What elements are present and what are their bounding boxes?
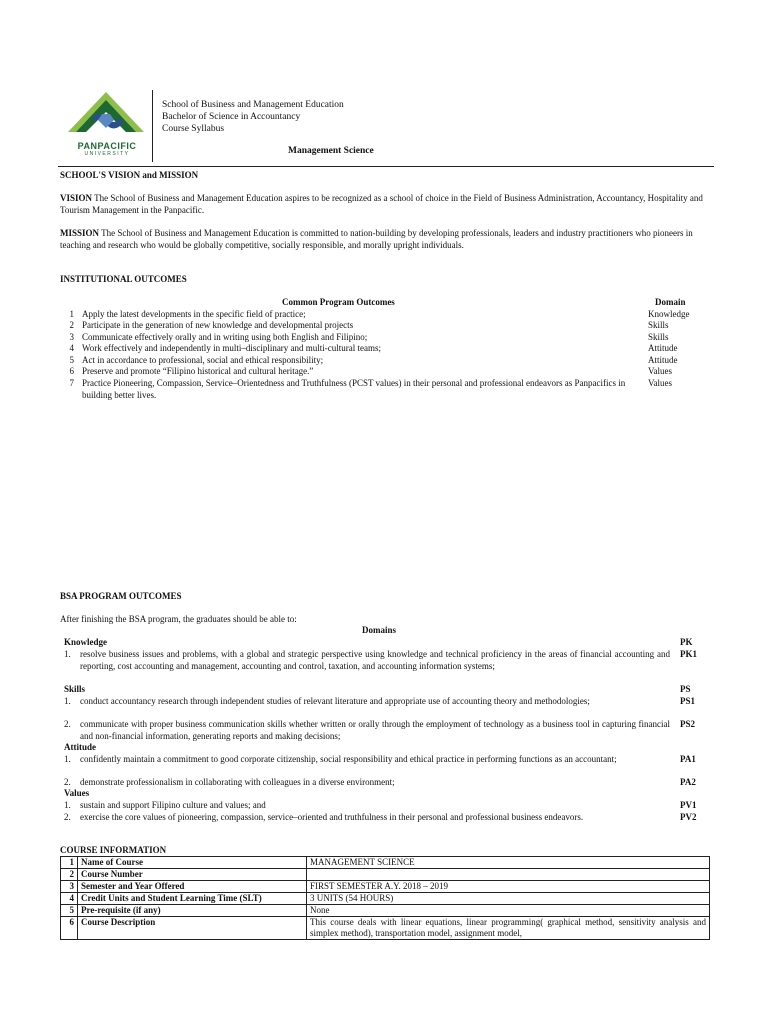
course-title: Management Science	[288, 146, 374, 156]
logo-subtext: UNIVERSITY	[84, 151, 130, 157]
row-value	[307, 869, 710, 881]
table-row	[61, 917, 710, 940]
row-value: None	[307, 905, 710, 917]
mission-label: MISSION	[60, 228, 100, 238]
document-type: Course Syllabus	[162, 124, 225, 134]
outcome-code: PK1	[680, 649, 697, 659]
domains-header: Domains	[362, 625, 397, 635]
outcome-number: 1	[69, 309, 74, 319]
row-number: 4	[61, 893, 78, 905]
outcome-domain: Knowledge	[648, 309, 690, 319]
bsa-intro: After finishing the BSA program, the graduates should be able to:	[60, 614, 297, 624]
row-value: 3 UNITS (54 HOURS)	[307, 893, 710, 905]
outcome-number: 3	[69, 332, 74, 342]
table-row	[61, 881, 710, 893]
outcome-number: 1.	[64, 649, 71, 659]
domain-code: PK	[680, 637, 693, 647]
domain-label: Skills	[64, 684, 86, 694]
school-name: School of Business and Management Education	[162, 100, 344, 110]
outcome-code: PA2	[680, 777, 696, 787]
row-number: 1	[61, 857, 78, 869]
row-number: 5	[61, 905, 78, 917]
course-info-heading: COURSE INFORMATION	[60, 845, 167, 855]
table-row	[61, 905, 710, 917]
vision-mission-heading: SCHOOL'S VISION and MISSION	[60, 170, 199, 180]
table-row	[61, 857, 710, 869]
row-label: Name of Course	[78, 857, 307, 869]
mission-block	[60, 228, 710, 251]
row-label: Semester and Year Offered	[78, 881, 307, 893]
course-info-table	[60, 856, 710, 940]
outcome-code: PS2	[680, 719, 696, 729]
header-divider	[152, 90, 153, 162]
vision-text: The School of Business and Management Education aspires to be recognized as a school of choice in the Field of Business Administration, Accountancy, Hospitality and Tourism Management in the Panpacific.	[60, 193, 703, 215]
outcome-text: resolve business issues and problems, with a global and strategic perspective using knowledge and technical proficiency in the areas of financial accounting and reporting, cost accounting and management, accounting and control, taxation, and accounting information systems;	[80, 649, 670, 671]
outcome-number: 1.	[64, 754, 71, 764]
outcome-text: demonstrate professionalism in collaborating with colleagues in a diverse environment;	[80, 777, 395, 787]
outcome-code: PV2	[680, 812, 697, 822]
outcome-text: Practice Pioneering, Compassion, Service–Orientedness and Truthfulness (PCST values) in their personal and professional endeavors as Panpacifics in building better lives.	[82, 378, 626, 400]
domain-header: Domain	[655, 297, 686, 307]
outcome-text: Participate in the generation of new knowledge and developmental projects	[82, 320, 354, 330]
vision-block	[60, 193, 710, 216]
row-value: FIRST SEMESTER A.Y. 2018 – 2019	[307, 881, 710, 893]
outcome-domain: Attitude	[648, 343, 678, 353]
outcome-domain: Attitude	[648, 355, 678, 365]
outcome-number: 7	[69, 378, 74, 388]
table-row	[61, 869, 710, 881]
outcome-text: Preserve and promote “Filipino historical and cultural heritage.”	[82, 366, 314, 376]
row-value: MANAGEMENT SCIENCE	[307, 857, 710, 869]
domain-label: Attitude	[64, 742, 96, 752]
outcome-number: 2.	[64, 777, 71, 787]
outcome-number: 1.	[64, 696, 71, 706]
logo-wordmark: PANPACIFIC	[77, 141, 137, 151]
program-name: Bachelor of Science in Accountancy	[162, 112, 301, 122]
common-outcomes-header: Common Program Outcomes	[282, 297, 395, 307]
table-row	[61, 893, 710, 905]
outcome-code: PA1	[680, 754, 696, 764]
row-number: 3	[61, 881, 78, 893]
institutional-outcomes-heading: INSTITUTIONAL OUTCOMES	[60, 274, 187, 284]
outcome-number: 4	[69, 343, 74, 353]
bsa-outcomes-heading: BSA PROGRAM OUTCOMES	[60, 591, 182, 601]
domain-label: Values	[64, 788, 90, 798]
outcome-text: Work effectively and independently in multi–disciplinary and multi-cultural teams;	[82, 343, 382, 353]
outcome-text: communicate with proper business communication skills whether written or orally through the employment of technology as a business tool in capturing financial and non-financial information, generating reports and making decisions;	[80, 719, 670, 741]
outcome-number: 6	[69, 366, 74, 376]
outcome-number: 2	[69, 320, 74, 330]
outcome-domain: Skills	[648, 320, 669, 330]
outcome-text: Apply the latest developments in the specific field of practice;	[82, 309, 306, 319]
outcome-text: Act in accordance to professional, social and ethical responsibility;	[82, 355, 324, 365]
outcome-text: confidently maintain a commitment to good corporate citizenship, social responsibility and ethical practice in performing functions as an accountant;	[80, 754, 617, 764]
row-number: 6	[61, 917, 78, 940]
domain-code: PS	[680, 684, 691, 694]
mission-text: The School of Business and Management Education is committed to nation-building by developing professionals, leaders and industry practitioners who pioneers in teaching and research who would be globally competitive, socially responsible, and morally upright individuals.	[60, 228, 693, 250]
row-label: Credit Units and Student Learning Time (SLT)	[78, 893, 307, 905]
outcome-text: sustain and support Filipino culture and values; and	[80, 800, 266, 810]
row-label: Pre-requisite (if any)	[78, 905, 307, 917]
outcome-text: exercise the core values of pioneering, compassion, service–oriented and truthfulness in their personal and professional business endeavors.	[80, 812, 584, 822]
row-label: Course Number	[78, 869, 307, 881]
outcome-number: 2.	[64, 812, 71, 822]
outcome-code: PV1	[680, 800, 697, 810]
row-number: 2	[61, 869, 78, 881]
row-label: Course Description	[78, 917, 307, 940]
outcome-number: 5	[69, 355, 74, 365]
outcome-number: 2.	[64, 719, 71, 729]
outcome-text: Communicate effectively orally and in writing using both English and Filipino;	[82, 332, 368, 342]
vision-label: VISION	[60, 193, 93, 203]
outcome-domain: Skills	[648, 332, 669, 342]
outcome-domain: Values	[648, 366, 672, 376]
header-rule	[58, 166, 714, 167]
domain-label: Knowledge	[64, 637, 108, 647]
outcome-number: 1.	[64, 800, 71, 810]
row-value: This course deals with linear equations, linear programming( graphical method, sensitivity analysis and simplex method), transportation model, assignment model,	[307, 917, 710, 940]
outcome-code: PS1	[680, 696, 696, 706]
outcome-domain: Values	[648, 378, 672, 388]
outcome-text: conduct accountancy research through independent studies of relevant literature and appropriate use of accounting theory and methodologies;	[80, 696, 590, 706]
